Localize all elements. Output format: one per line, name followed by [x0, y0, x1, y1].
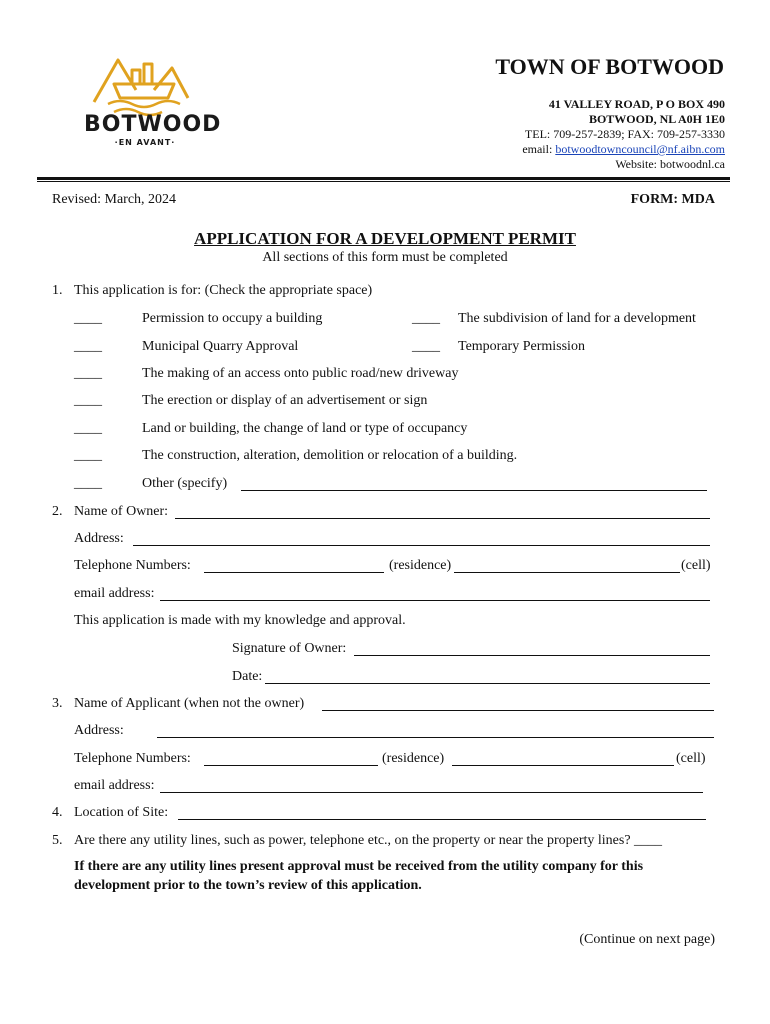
- q1-option-advert: The erection or display of an advertisement or sign: [142, 393, 428, 408]
- q2-address-field[interactable]: [133, 545, 710, 546]
- header-divider: [37, 177, 730, 182]
- header-phone-fax: TEL: 709-257-2839; FAX: 709-257-3330: [524, 127, 725, 141]
- header-address-1: 41 VALLEY ROAD, P O BOX 490: [548, 97, 725, 111]
- q2-email-field[interactable]: [160, 600, 710, 601]
- q4-location-label: Location of Site:: [74, 805, 169, 820]
- q1-blank-other[interactable]: ____: [74, 476, 102, 491]
- q2-knowledge-statement: This application is made with my knowledge and approval.: [74, 613, 406, 628]
- q3-number: 3.: [52, 696, 63, 711]
- q1-blank-temporary[interactable]: ____: [412, 339, 440, 354]
- q3-address-field[interactable]: [157, 737, 714, 738]
- email-link[interactable]: botwoodtowncouncil@nf.aibn.com: [555, 142, 725, 156]
- continue-note: (Continue on next page): [579, 932, 715, 947]
- q2-phone-label: Telephone Numbers:: [74, 558, 191, 573]
- q1-option-quarry: Municipal Quarry Approval: [142, 339, 299, 354]
- q1-blank-change[interactable]: ____: [74, 421, 102, 436]
- q3-phone-label: Telephone Numbers:: [74, 751, 191, 766]
- q3-email-field[interactable]: [160, 792, 703, 793]
- q2-owner-field[interactable]: [175, 518, 710, 519]
- q1-option-construction: The construction, alteration, demolition or relocation of a building.: [142, 448, 518, 463]
- q5-warning-line-1: If there are any utility lines present approval must be received from the utility company for this: [74, 859, 644, 874]
- logo-emblem: [80, 52, 210, 118]
- q1-blank-construction[interactable]: ____: [74, 448, 102, 463]
- town-name: TOWN OF BOTWOOD: [495, 54, 724, 79]
- q2-owner-label: Name of Owner:: [74, 504, 169, 519]
- q2-cell-field[interactable]: [454, 572, 680, 573]
- q5-utility-question: [74, 833, 662, 849]
- q3-cell-field[interactable]: [452, 765, 674, 766]
- logo-tagline: ·EN AVANT·: [114, 138, 176, 147]
- header-email-label: email:: [522, 142, 556, 156]
- q2-date-label: Date:: [232, 669, 263, 684]
- q1-other-field[interactable]: [241, 490, 707, 491]
- q3-residence-field[interactable]: [204, 765, 378, 766]
- q3-residence-label: (residence): [382, 751, 445, 766]
- header-address-2: BOTWOOD, NL A0H 1E0: [588, 112, 725, 126]
- q5-utility-blank[interactable]: ____: [634, 833, 663, 848]
- header-website: Website: botwoodnl.ca: [615, 157, 725, 171]
- q2-signature-field[interactable]: [354, 655, 710, 656]
- q5-number: 5.: [52, 833, 63, 848]
- q2-cell-label: (cell): [681, 558, 711, 573]
- q1-blank-subdivision[interactable]: ____: [412, 311, 440, 326]
- q2-number: 2.: [52, 504, 63, 519]
- q2-email-label: email address:: [74, 586, 155, 601]
- q1-option-temporary: Temporary Permission: [458, 339, 585, 354]
- q1-option-subdivision: The subdivision of land for a development: [458, 311, 696, 326]
- logo-name: BOTWOOD: [84, 112, 222, 137]
- q1-blank-advert[interactable]: ____: [74, 393, 102, 408]
- q4-location-field[interactable]: [178, 819, 706, 820]
- q2-date-field[interactable]: [265, 683, 710, 684]
- q2-signature-label: Signature of Owner:: [232, 641, 347, 656]
- q1-blank-occupy[interactable]: ____: [74, 311, 102, 326]
- q1-label: This application is for: (Check the appropriate space): [74, 283, 373, 298]
- header-email-line: [522, 142, 725, 157]
- q3-address-label: Address:: [74, 723, 124, 738]
- page-title: APPLICATION FOR A DEVELOPMENT PERMIT: [194, 229, 576, 248]
- q1-option-other: Other (specify): [142, 476, 228, 491]
- q2-residence-field[interactable]: [204, 572, 384, 573]
- q3-applicant-field[interactable]: [322, 710, 714, 711]
- revised-date: Revised: March, 2024: [52, 192, 177, 207]
- q2-residence-label: (residence): [389, 558, 452, 573]
- q1-blank-quarry[interactable]: ____: [74, 339, 102, 354]
- q5-utility-label: Are there any utility lines, such as power, telephone etc., on the property or near the property lines?: [74, 833, 631, 848]
- q3-applicant-label: Name of Applicant (when not the owner): [74, 696, 305, 711]
- q5-warning-line-2: development prior to the town’s review of this application.: [74, 878, 422, 893]
- page-subtitle: All sections of this form must be completed: [262, 250, 508, 265]
- q2-address-label: Address:: [74, 531, 124, 546]
- form-id: FORM: MDA: [630, 192, 715, 207]
- q4-number: 4.: [52, 805, 63, 820]
- q1-number: 1.: [52, 283, 63, 298]
- logo: [80, 52, 222, 152]
- q1-option-change: Land or building, the change of land or type of occupancy: [142, 421, 468, 436]
- q1-option-access: The making of an access onto public road/new driveway: [142, 366, 459, 381]
- q3-email-label: email address:: [74, 778, 155, 793]
- q1-option-occupy: Permission to occupy a building: [142, 311, 323, 326]
- q1-blank-access[interactable]: ____: [74, 366, 102, 381]
- q3-cell-label: (cell): [676, 751, 706, 766]
